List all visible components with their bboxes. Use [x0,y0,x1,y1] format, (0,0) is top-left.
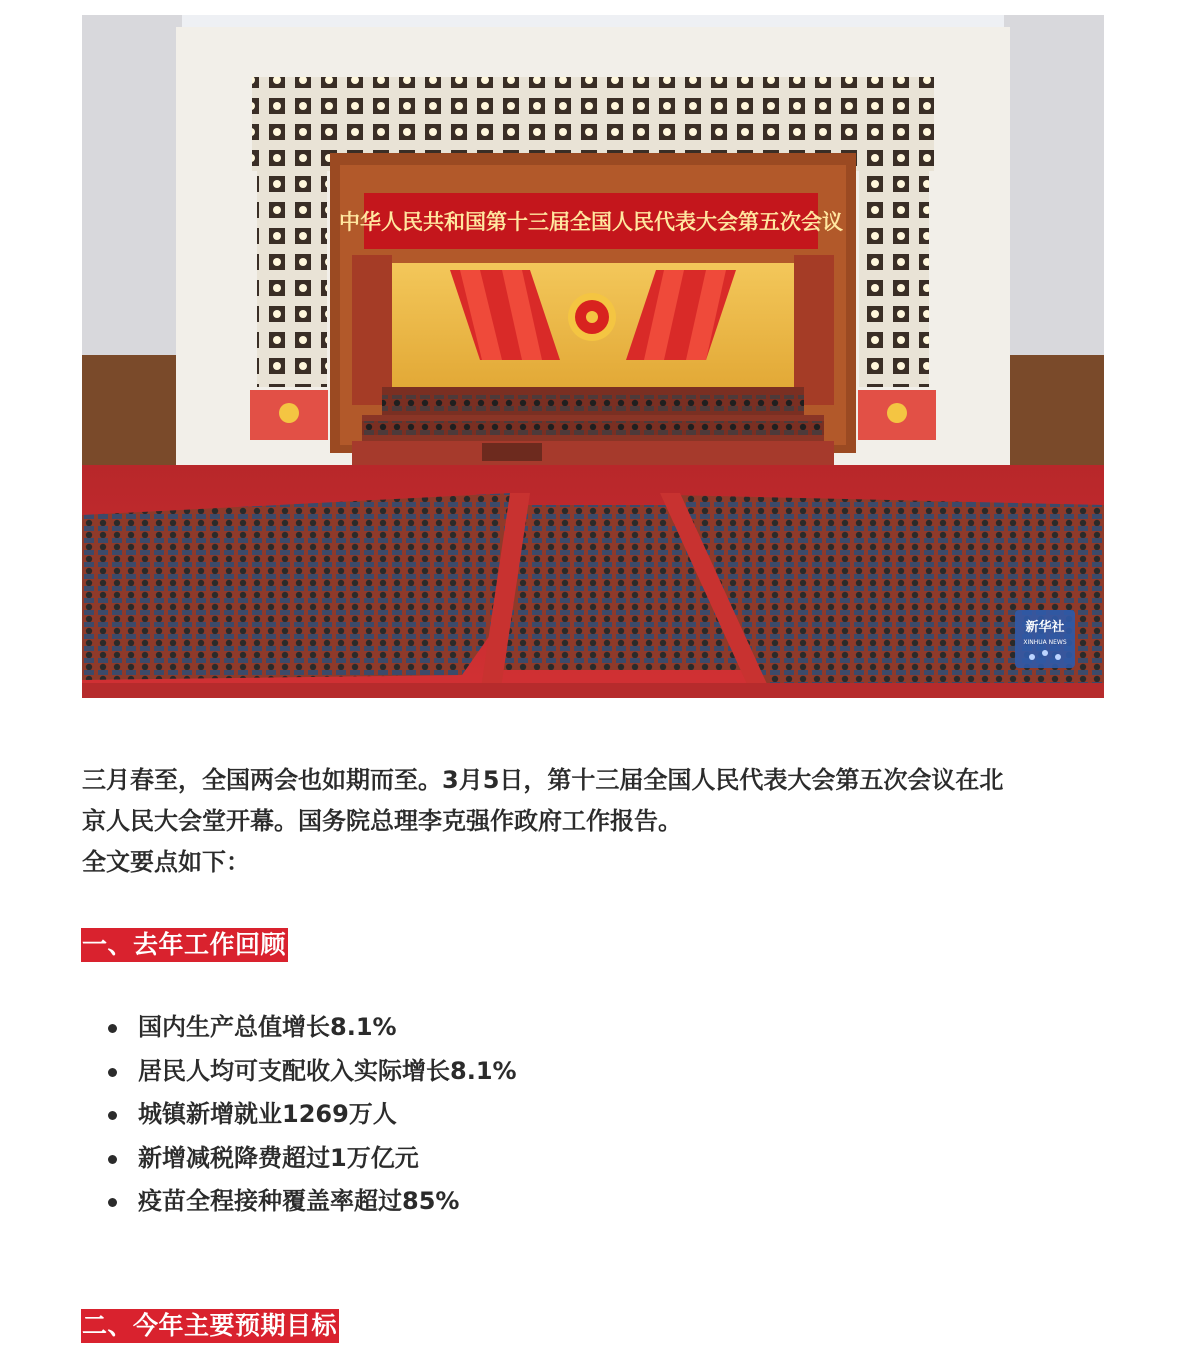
watermark-en: XINHUA NEWS [1023,639,1067,646]
list-item: 国内生产总值增长8.1% [108,1006,517,1050]
hall-photo [82,15,1104,698]
watermark-cn: 新华社 [1025,620,1065,635]
list-item: 城镇新增就业1269万人 [108,1093,517,1137]
intro-line-3: 全文要点如下： [82,848,250,876]
intro-line-1: 三月春至，全国两会也如期而至。3月5日，第十三届全国人民代表大会第五次会议在北 [82,766,1004,794]
section-heading-targets: 二、今年主要预期目标 [81,1309,339,1343]
bullet-dot-icon [108,1111,117,1120]
intro-line-2: 京人民大会堂开幕。国务院总理李克强作政府工作报告。 [82,807,682,835]
section-heading-review: 一、去年工作回顾 [81,928,288,962]
list-item: 新增减税降费超过1万亿元 [108,1137,517,1181]
list-item: 疫苗全程接种覆盖率超过85% [108,1180,517,1224]
list-item: 居民人均可支配收入实际增长8.1% [108,1050,517,1094]
review-bullet-list [108,1006,517,1224]
bullet-dot-icon [108,1024,117,1033]
intro-paragraph [82,760,1112,883]
banner-text: 中华人民共和国第十三届全国人民代表大会第五次会议 [339,210,843,234]
bullet-dot-icon [108,1155,117,1164]
bullet-dot-icon [108,1198,117,1207]
bullet-dot-icon [108,1068,117,1077]
